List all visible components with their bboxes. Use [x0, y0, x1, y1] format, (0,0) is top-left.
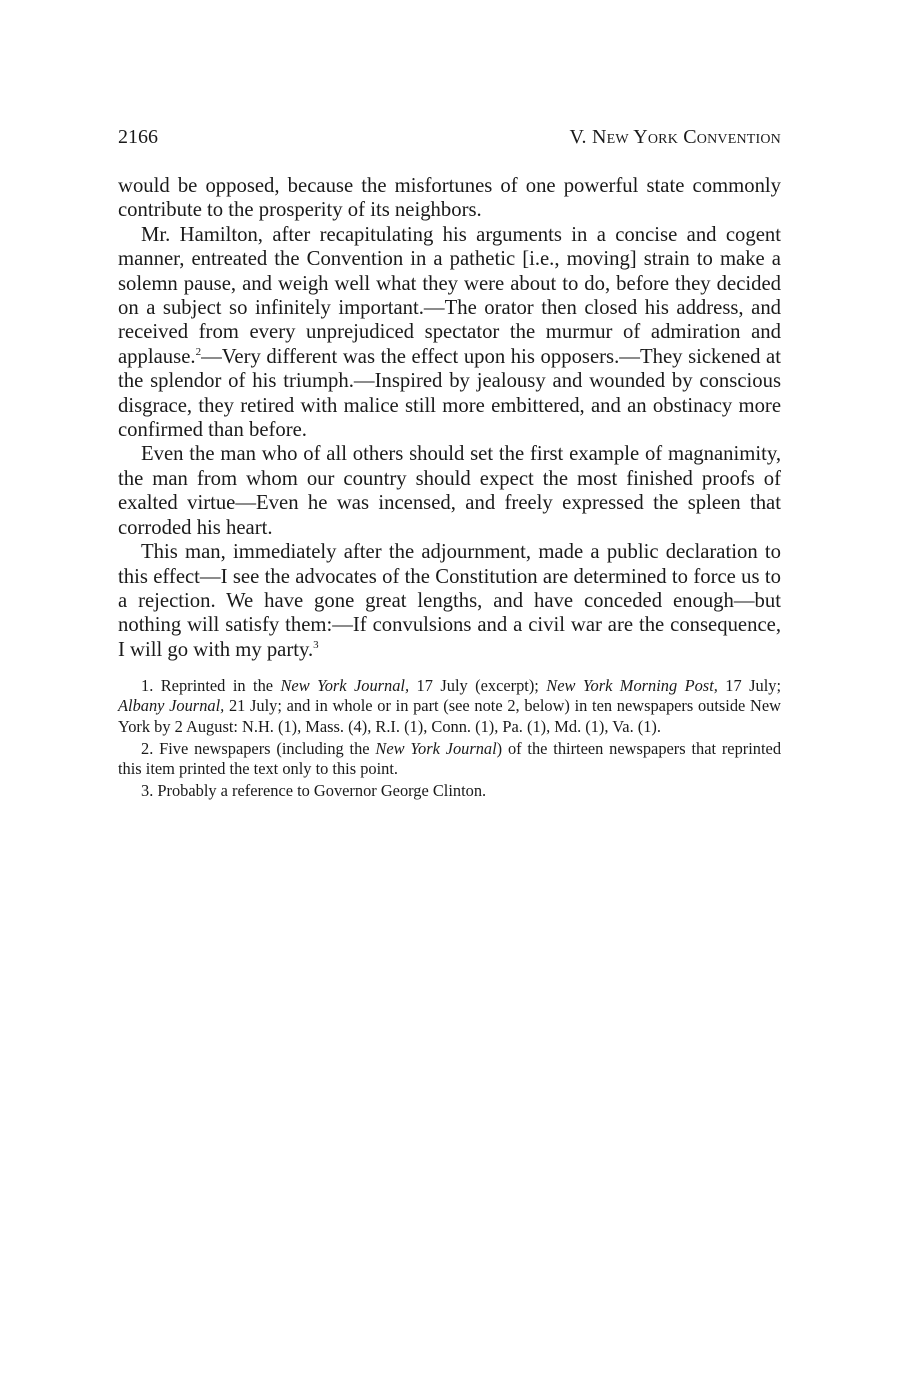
body-text [118, 174, 781, 662]
footnote-2-title-new-york-journal: New York Journal [375, 738, 497, 758]
footnote-1-title-morning-post: New York Morning Post, [546, 676, 718, 696]
footnote-1-text-c: 17 July (excerpt); [409, 676, 547, 696]
footnote-1-text-e: 17 July; [717, 676, 782, 696]
page-number: 2166 [118, 126, 158, 148]
paragraph-1: would be opposed, because the misfortunes of one powerful state commonly contribute to the prosperity of its neighbors. [118, 175, 781, 222]
paragraph-2 [118, 223, 781, 443]
footnote-1-text-a: 1. Reprinted in the [141, 676, 281, 696]
paragraph-3: Even the man who of all others should set the first example of magnanimity, the man from whom our country should expect the most finished proofs of exalted virtue—Even he was incensed, and freely expressed the spleen that corroded his heart. [118, 443, 781, 539]
paragraph-4 [118, 540, 781, 662]
footnote-2-text-c: ) of the thirteen newspapers that reprinted this item printed the text only to this point. [118, 738, 782, 778]
footnote-1-title-albany-journal: Albany Journal, [118, 696, 225, 716]
footnote-ref-2: 2 [195, 345, 202, 358]
paragraph-2-part-2: —Very different was the effect upon his opposers.—They sickened at the splendor of his triumph.—Inspired by jealousy and wounded by conscious disgrace, they retired with malice still more embittered, and an obstinacy more confirmed than before. [118, 345, 781, 442]
paragraph-2-part-1: Mr. Hamilton, after recapitulating his arguments in a concise and cogent manner, entreated the Convention in a pathetic [i.e., moving] strain to make a solemn pause, and weigh well what they were about to do, before they decided on a subject so infinitely important.—The orator then closed his address, and received from every unprejudiced spectator the murmur of admiration and applause. [118, 223, 781, 368]
footnote-1-title-new-york-journal: New York Journal, [280, 676, 410, 696]
footnote-ref-3: 3 [313, 638, 319, 651]
footnote-3: 3. Probably a reference to Governor George Clinton. [141, 781, 487, 801]
running-head [118, 124, 781, 150]
footnote-2-text-a: 2. Five newspapers (including the [141, 738, 376, 758]
running-title: V. New York Convention [569, 126, 781, 148]
footnote-1-text-g: 21 July; and in whole or in part (see note 2, below) in ten newspapers outside New York by 2 August: N.H. (1), Mass. (4), R.I. (1), Conn. (1), Pa. (1), Md. (1), Va. (1). [118, 696, 781, 736]
paragraph-4-text: This man, immediately after the adjournment, made a public declaration to this effect—I see the advocates of the Constitution are determined to force us to a rejection. We have gone great lengths, and have conceded enough—but nothing will satisfy them:—If convulsions and a civil war are the consequence, I will go with my party. [118, 541, 781, 661]
footnote-1 [118, 676, 781, 737]
footnote-2 [118, 739, 781, 779]
footnotes [118, 676, 781, 801]
page [118, 124, 781, 801]
